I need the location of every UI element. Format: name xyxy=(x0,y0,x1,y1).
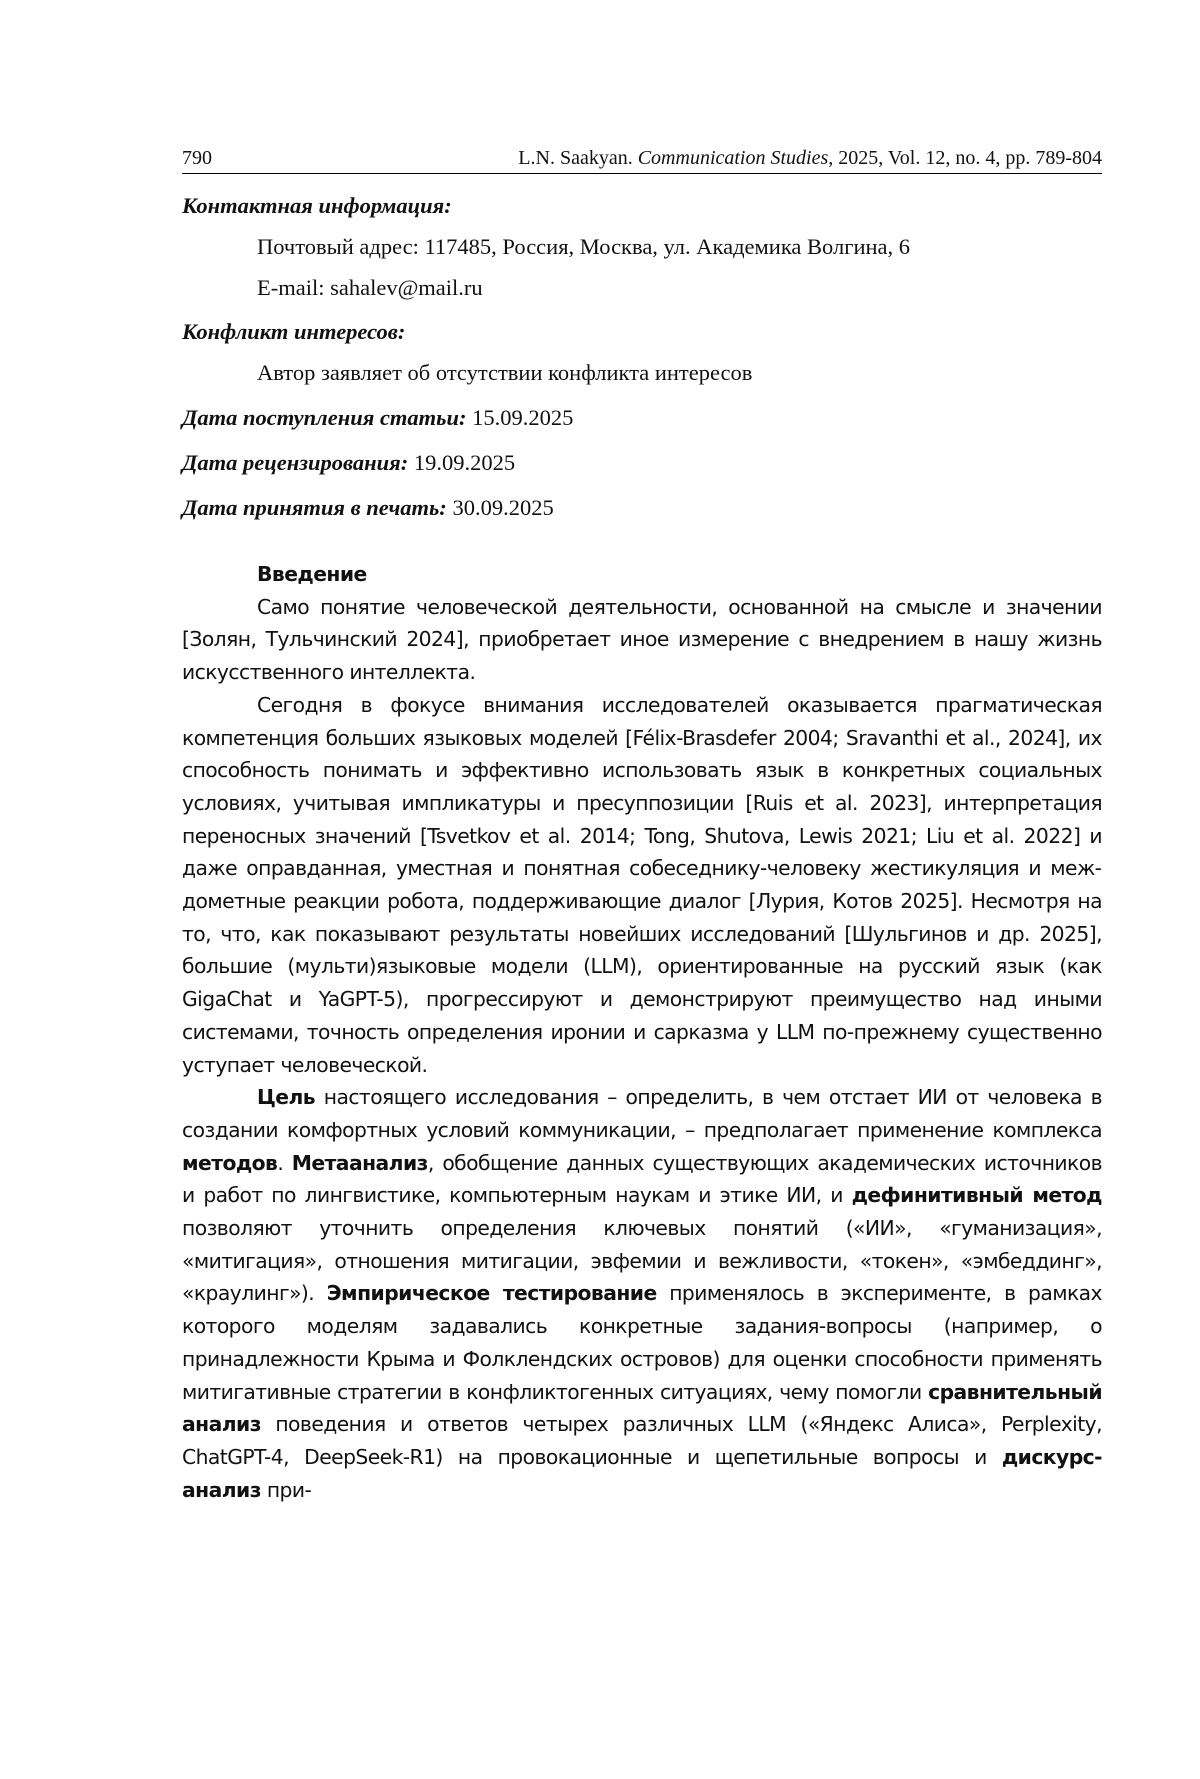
term-goal: Цель xyxy=(257,1085,316,1110)
received-date: 15.09.2025 xyxy=(466,405,574,430)
section-heading: Введение xyxy=(257,562,367,586)
term-empirical-testing: Эмпирическое тестирование xyxy=(326,1281,657,1306)
article-body xyxy=(182,558,1102,1506)
conflict-label: Конфликт интересов: xyxy=(182,319,406,344)
term-meta-analysis: Метаанализ xyxy=(291,1150,428,1175)
contact-label: Контактная информация: xyxy=(182,193,452,218)
reviewed-date: 19.09.2025 xyxy=(408,450,516,475)
accepted-date: 30.09.2025 xyxy=(446,495,554,520)
term-definitive-method: дефинитивный метод xyxy=(851,1183,1102,1208)
accepted-date-line xyxy=(182,495,1102,521)
citation-details: , 2025, Vol. 12, no. 4, pp. 789-804 xyxy=(828,147,1102,169)
paragraph-3: Цель настоящего исследования – определить, в чем отстает ИИ от человека в создании комфортных условий коммуникации, – предполагает применение комплекса методов. Метаанализ, обобщение данных существующих академических источников и работ по лингвистике, компьютерным наукам и этике ИИ, и дефинитивный метод позволяют уточнить определения ключевых понятий («ИИ», «гуманизация», «митигация», отношения митигации, эвфемии и вежливости, «токен», «эмбеддинг», «краулинг»). Эмпирическое тестирование применялось в эксперименте, в рамках которого моделям задавались конкретные задания-вопросы (например, о принадлежности Крыма и Фолклендских островов) для оценки способности применять митигативные стратегии в конфликтогенных ситуациях, чему помогли сравнительный анализ поведения и ответов четырех различных LLM («Яндекс Алиса», Perplexity, ChatGPT-4, DeepSeek-R1) на провокационные и щепетильные вопросы и дискурс-анализ при- xyxy=(182,1085,1102,1502)
paragraph-2: Сегодня в фокусе внимания исследователей оказывается прагматическая компетенция больших языковых моделей [Félix-Brasdefer 2004; Sravanthi et al., 2024], их способность понимать и эффективно использовать язык в конкретных социальных условиях, учитывая импликатуры и пресуппозиции [Ruis et al. 2023], интерпретация переносных значений [Tsvetkov et al. 2014; Tong, Shutova, Lewis 2021; Liu et al. 2022] и даже оправданная, уместная и понятная собеседнику-человеку жестикуляция и междометные реакции робота, поддерживающие диалог [Лурия, Котов 2025]. Несмотря на то, что, как показывают результаты новейших исследований [Шульгинов и др. 2025], большие (мульти)языковые модели (LLM), ориентированные на русский язык (как GigaChat и YaGPT-5), прогрессируют и демонстрируют преимущество над иными системами, точность определения иронии и сарказма у LLM по-прежнему существенно уступает человеческой. xyxy=(182,692,1102,1077)
citation-author: L.N. Saakyan. xyxy=(518,147,633,169)
citation-journal: Communication Studies xyxy=(637,147,829,169)
received-label: Дата поступления статьи: xyxy=(182,405,467,430)
conflict-statement: Автор заявляет об отсутствии конфликта интересов xyxy=(257,360,753,385)
term-comparative-analysis: сравнительный анализ xyxy=(182,1379,1102,1437)
journal-citation xyxy=(518,147,1102,170)
reviewed-date-line xyxy=(182,450,1102,476)
postal-address: Почтовый адрес: 117485, Россия, Москва, ул. Академика Волгина, 6 xyxy=(257,234,911,259)
term-methods: методов xyxy=(182,1150,278,1175)
received-date-line xyxy=(182,405,1102,431)
running-header xyxy=(182,141,1102,174)
accepted-label: Дата принятия в печать: xyxy=(182,495,447,520)
paragraph-1: Само понятие человеческой деятельности, основанной на смысле и значении [Золян, Тульчинский 2024], приобретает иное измерение с внедрением в нашу жизнь искусственного интеллекта. xyxy=(182,594,1102,685)
email-line: E-mail: sahalev@mail.ru xyxy=(257,275,483,300)
term-discourse-analysis: дискурс-анализ xyxy=(182,1444,1102,1502)
reviewed-label: Дата рецензирования: xyxy=(182,450,409,475)
page-number: 790 xyxy=(182,147,212,169)
